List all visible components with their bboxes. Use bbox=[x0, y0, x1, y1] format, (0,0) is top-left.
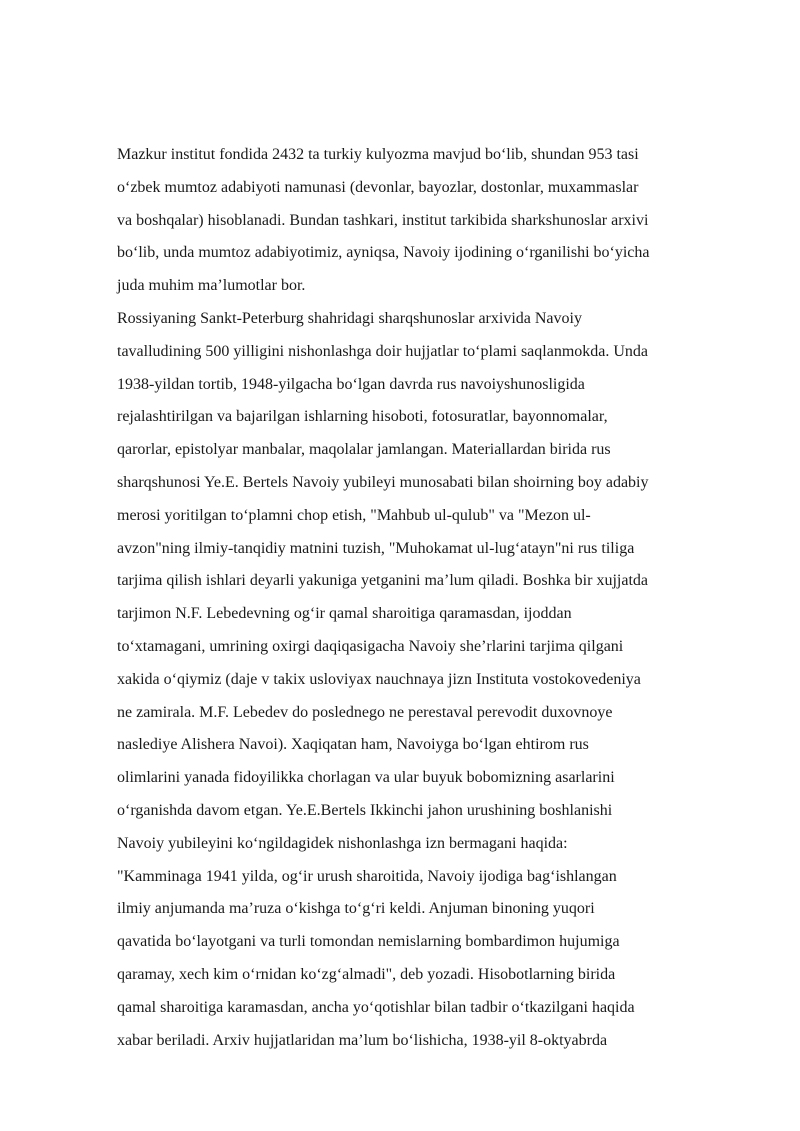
text-line: avzon"ning ilmiy-tanqidiy matnini tuzish, "Muhokamat ul-lug‘atayn"ni rus tiliga bbox=[117, 539, 635, 557]
text-line: Mazkur institut fondida 2432 ta turkiy kulyozma mavjud bo‘lib, shundan 953 tasi bbox=[117, 146, 639, 163]
text-line: Rossiyaning Sankt-Peterburg shahridagi sharqshunoslar arxivida Navoiy bbox=[117, 309, 582, 327]
text-line: sharqshunosi Ye.E. Bertels Navoiy yubileyi munosabati bilan shoirning boy adabiy bbox=[117, 473, 649, 491]
text-line: juda muhim ma’lumotlar bor. bbox=[117, 277, 306, 295]
text-line: tavalludining 500 yilligini nishonlashga doir hujjatlar to‘plami saqlanmokda. Unda bbox=[117, 342, 649, 360]
text-line: ne zamirala. M.F. Lebedev do poslednego ne perestaval perevodit duxovnoye bbox=[117, 703, 613, 721]
text-line: 1938-yildan tortib, 1948-yilgacha bo‘lgan davrda rus navoiyshunosligida bbox=[117, 375, 585, 393]
text-line: o‘zbek mumtoz adabiyoti namunasi (devonlar, bayozlar, dostonlar, muxammaslar bbox=[117, 178, 639, 196]
text-line: rejalashtirilgan va bajarilgan ishlarning hisoboti, fotosuratlar, bayonnomalar, bbox=[117, 408, 608, 426]
text-line: o‘rganishda davom etgan. Ye.E.Bertels Ikkinchi jahon urushining boshlanishi bbox=[117, 801, 613, 819]
text-line: tarjima qilish ishlari deyarli yakuniga yetganini ma’lum qiladi. Boshka bir xujjatda bbox=[117, 572, 648, 590]
text-line: tarjimon N.F. Lebedevning og‘ir qamal sharoitiga qaramasdan, ijoddan bbox=[117, 605, 572, 623]
text-line: xakida o‘qiymiz (daje v takix usloviyax nauchnaya jizn Instituta vostokovedeniya bbox=[117, 670, 641, 688]
text-line: naslediye Alishera Navoi). Xaqiqatan ham, Navoiyga bo‘lgan ehtirom rus bbox=[117, 736, 589, 754]
text-line: merosi yoritilgan to‘plamni chop etish, "Mahbub ul-qulub" va "Mezon ul- bbox=[117, 506, 591, 524]
text-line: to‘xtamagani, umrining oxirgi daqiqasigacha Navoiy she’rlarini tarjima qilgani bbox=[117, 637, 624, 655]
text-line: olimlarini yanada fidoyilikka chorlagan va ular buyuk bobomizning asarlarini bbox=[117, 769, 615, 787]
text-line: qavatida bo‘layotgani va turli tomondan nemislarning bombardimon hujumiga bbox=[117, 933, 620, 951]
text-line: qarorlar, epistolyar manbalar, maqolalar jamlangan. Materiallardan birida rus bbox=[117, 441, 611, 459]
text-line: Navoiy yubileyini ko‘ngildagidek nishonlashga izn bermagani haqida: bbox=[117, 834, 568, 852]
text-line: qamal sharoitiga karamasdan, ancha yo‘qotishlar bilan tadbir o‘tkazilgani haqida bbox=[117, 998, 635, 1016]
text-line: va boshqalar) hisoblanadi. Bundan tashkari, institut tarkibida sharkshunoslar arxivi bbox=[117, 211, 649, 229]
text-line: ilmiy anjumanda ma’ruza o‘kishga to‘g‘ri keldi. Anjuman binoning yuqori bbox=[117, 900, 595, 918]
text-line: bo‘lib, unda mumtoz adabiyotimiz, ayniqsa, Navoiy ijodining o‘rganilishi bo‘yicha bbox=[117, 244, 650, 262]
text-line: "Kamminaga 1941 yilda, og‘ir urush sharoitida, Navoiy ijodiga bag‘ishlangan bbox=[117, 867, 617, 885]
text-line: xabar beriladi. Arxiv hujjatlaridan ma’lum bo‘lishicha, 1938-yil 8-oktyabrda bbox=[117, 1031, 608, 1049]
text-line: qaramay, xech kim o‘rnidan ko‘zg‘almadi", deb yozadi. Hisobotlarning birida bbox=[117, 965, 616, 983]
body-text bbox=[117, 139, 757, 1057]
